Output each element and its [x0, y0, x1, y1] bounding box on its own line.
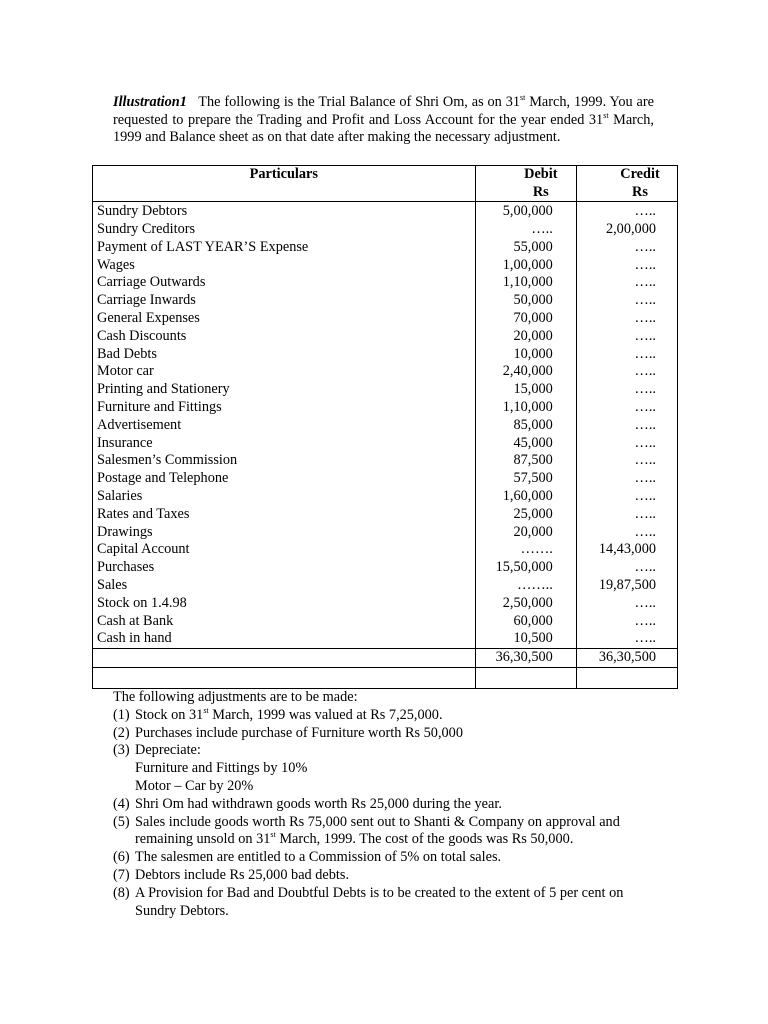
adjustment-text: The salesmen are entitled to a Commission of 5% on total sales. [135, 849, 502, 866]
table-row [93, 346, 678, 364]
table-row [93, 221, 678, 239]
credit-amount: ….. [576, 488, 677, 506]
debit-amount: ….. [475, 221, 576, 239]
intro-text-2: March, 1999. You are requested to prepare the Trading and Profit and Loss Account for the year ended 31 [113, 94, 654, 128]
adjustment-text: Debtors include Rs 25,000 bad debts. [135, 866, 350, 883]
total-debit: 36,30,500 [475, 649, 576, 668]
adjustments-list [113, 689, 658, 920]
debit-amount: ……. [475, 541, 576, 559]
debit-amount: 15,000 [475, 381, 576, 399]
credit-amount: ….. [576, 613, 677, 631]
account-name: Wages [93, 257, 476, 275]
debit-amount: 25,000 [475, 506, 576, 524]
adjustment-item [113, 814, 658, 850]
table-header-row [93, 166, 678, 202]
credit-amount: ….. [576, 470, 677, 488]
account-name: Sundry Debtors [93, 202, 476, 221]
credit-amount: ….. [576, 417, 677, 435]
credit-amount: ….. [576, 274, 677, 292]
blank-cell [93, 668, 476, 689]
table-row [93, 257, 678, 275]
debit-amount: 57,500 [475, 470, 576, 488]
table-row [93, 452, 678, 470]
credit-amount: ….. [576, 381, 677, 399]
adjustment-number: (5) [113, 813, 130, 830]
table-row [93, 506, 678, 524]
adjustment-subitem: Motor – Car by 20% [135, 777, 254, 794]
adjustment-text: A Provision for Bad and Doubtful Debts is to be created to the extent of 5 per cent on Sundry Debtors. [135, 884, 624, 919]
table-row [93, 541, 678, 559]
account-name: General Expenses [93, 310, 476, 328]
account-name: Stock on 1.4.98 [93, 595, 476, 613]
adjustment-subitem: Furniture and Fittings by 10% [135, 760, 308, 777]
account-name: Furniture and Fittings [93, 399, 476, 417]
trial-balance-table [92, 165, 678, 689]
credit-amount: ….. [576, 506, 677, 524]
debit-amount: 2,40,000 [475, 363, 576, 381]
adjustment-text: Purchases include purchase of Furniture worth Rs 50,000 [135, 724, 463, 741]
header-credit: Credit Rs [576, 166, 677, 202]
credit-amount: ….. [576, 452, 677, 470]
blank-cell [475, 668, 576, 689]
table-row [93, 381, 678, 399]
debit-amount: 45,000 [475, 435, 576, 453]
adjustment-number: (4) [113, 795, 130, 812]
adjustment-number: (1) [113, 706, 130, 723]
debit-amount: 50,000 [475, 292, 576, 310]
adjustment-item [113, 867, 658, 885]
table-row [93, 202, 678, 221]
account-name: Sundry Creditors [93, 221, 476, 239]
credit-amount: ….. [576, 346, 677, 364]
debit-amount: 10,000 [475, 346, 576, 364]
adjustments-heading: The following adjustments are to be made: [113, 689, 358, 705]
adjustment-number: (6) [113, 849, 130, 866]
debit-amount: 87,500 [475, 452, 576, 470]
account-name: Drawings [93, 524, 476, 542]
adjustment-text: Shri Om had withdrawn goods worth Rs 25,000 during the year. [135, 795, 502, 812]
debit-amount: 20,000 [475, 328, 576, 346]
table-row [93, 239, 678, 257]
adjustment-item [113, 885, 658, 921]
credit-amount: ….. [576, 328, 677, 346]
account-name: Purchases [93, 559, 476, 577]
credit-amount: 19,87,500 [576, 577, 677, 595]
account-name: Carriage Outwards [93, 274, 476, 292]
credit-amount: ….. [576, 363, 677, 381]
table-row [93, 577, 678, 595]
account-name: Advertisement [93, 417, 476, 435]
trial-balance-body [93, 202, 678, 689]
credit-amount: ….. [576, 202, 677, 221]
table-row [93, 524, 678, 542]
table-row [93, 274, 678, 292]
account-name: Bad Debts [93, 346, 476, 364]
table-row [93, 630, 678, 648]
table-row [93, 435, 678, 453]
debit-amount: 2,50,000 [475, 595, 576, 613]
credit-amount: ….. [576, 435, 677, 453]
account-name: Cash in hand [93, 630, 476, 648]
account-name: Insurance [93, 435, 476, 453]
table-row [93, 595, 678, 613]
intro-text-3: March, 1999 and Balance sheet as on that date after making the necessary adjustment. [113, 111, 654, 146]
account-name: Printing and Stationery [93, 381, 476, 399]
blank-cell [576, 668, 677, 689]
adjustment-text: Sales include goods worth Rs 75,000 sent out to Shanti & Company on approval and remaining unsold on 31st March, 1999. The cost of the goods was Rs 50,000. [135, 813, 620, 848]
adjustment-text: Depreciate: [135, 742, 201, 759]
table-row [93, 417, 678, 435]
adjustment-number: (3) [113, 742, 130, 759]
adjustment-number: (8) [113, 884, 130, 901]
credit-amount: 2,00,000 [576, 221, 677, 239]
debit-amount: 55,000 [475, 239, 576, 257]
intro-sup-1: st [520, 93, 526, 102]
adjustment-item [113, 796, 658, 814]
totals-row [93, 649, 678, 668]
debit-amount: 1,10,000 [475, 274, 576, 292]
table-row [93, 470, 678, 488]
table-row [93, 613, 678, 631]
table-row [93, 363, 678, 381]
debit-amount: 1,10,000 [475, 399, 576, 417]
credit-amount: ….. [576, 595, 677, 613]
header-particulars: Particulars [93, 166, 476, 202]
credit-amount: ….. [576, 310, 677, 328]
account-name: Carriage Inwards [93, 292, 476, 310]
debit-amount: 60,000 [475, 613, 576, 631]
adjustment-item [113, 725, 658, 743]
debit-amount: 10,500 [475, 630, 576, 648]
table-row [93, 292, 678, 310]
debit-amount: 20,000 [475, 524, 576, 542]
credit-amount: 14,43,000 [576, 541, 677, 559]
table-row [93, 310, 678, 328]
header-debit: Debit Rs [475, 166, 576, 202]
account-name: Sales [93, 577, 476, 595]
blank-row [93, 668, 678, 689]
account-name: Payment of LAST YEAR’S Expense [93, 239, 476, 257]
account-name: Postage and Telephone [93, 470, 476, 488]
account-name: Rates and Taxes [93, 506, 476, 524]
account-name: Motor car [93, 363, 476, 381]
illustration-label: Illustration1 [113, 94, 187, 110]
illustration-intro [113, 94, 654, 147]
debit-amount: 15,50,000 [475, 559, 576, 577]
account-name: Salesmen’s Commission [93, 452, 476, 470]
credit-amount: ….. [576, 630, 677, 648]
table-row [93, 559, 678, 577]
adjustment-item [113, 707, 658, 725]
account-name: Salaries [93, 488, 476, 506]
adjustment-item [113, 742, 658, 760]
debit-amount: 1,00,000 [475, 257, 576, 275]
totals-label-cell [93, 649, 476, 668]
debit-amount: 5,00,000 [475, 202, 576, 221]
adjustment-text: Stock on 31st March, 1999 was valued at Rs 7,25,000. [135, 705, 443, 723]
adjustment-number: (7) [113, 866, 130, 883]
credit-amount: ….. [576, 239, 677, 257]
table-row [93, 328, 678, 346]
credit-amount: ….. [576, 399, 677, 417]
adjustment-number: (2) [113, 724, 130, 741]
debit-amount: 1,60,000 [475, 488, 576, 506]
credit-amount: ….. [576, 524, 677, 542]
debit-amount: 85,000 [475, 417, 576, 435]
total-credit: 36,30,500 [576, 649, 677, 668]
intro-text-1: The following is the Trial Balance of Shri Om, as on 31 [198, 94, 520, 110]
credit-amount: ….. [576, 257, 677, 275]
debit-amount: 70,000 [475, 310, 576, 328]
account-name: Cash Discounts [93, 328, 476, 346]
credit-amount: ….. [576, 559, 677, 577]
intro-sup-2: st [603, 110, 609, 120]
debit-amount: …….. [475, 577, 576, 595]
account-name: Capital Account [93, 541, 476, 559]
adjustment-item [113, 849, 658, 867]
credit-amount: ….. [576, 292, 677, 310]
account-name: Cash at Bank [93, 613, 476, 631]
table-row [93, 399, 678, 417]
table-row [93, 488, 678, 506]
